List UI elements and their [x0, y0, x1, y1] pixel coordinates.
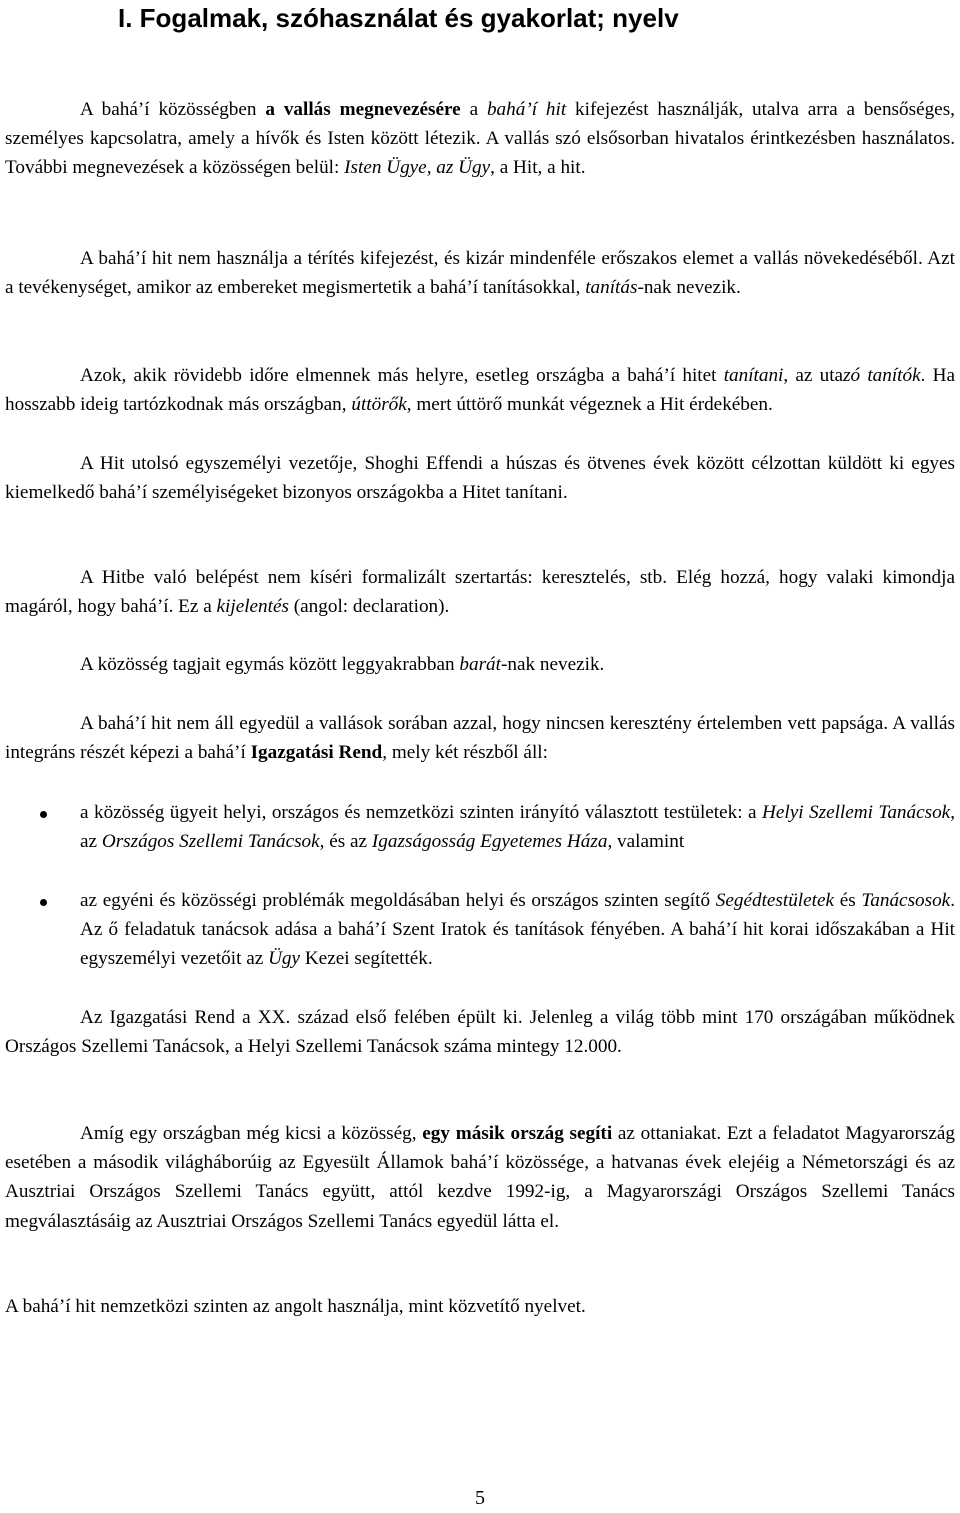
bold-text: Igazgatási Rend — [250, 742, 383, 764]
text: és — [834, 890, 862, 911]
list-item-text — [80, 798, 955, 856]
text: , a Hit, a hit. — [490, 157, 586, 179]
italic-text: Országos Szellemi Tanácsok — [101, 831, 320, 853]
text: , és az — [319, 831, 372, 853]
italic-text: úttörők — [351, 394, 407, 416]
italic-text: barát — [459, 654, 501, 675]
italic-text: zó tanítók — [843, 365, 921, 386]
text: A bahá’í közösségben — [80, 99, 266, 120]
bold-text: egy másik ország segíti — [422, 1123, 613, 1144]
text: a közösség ügyeit helyi, országos és nemzetközi szinten irányító választott testületek: a — [80, 802, 762, 823]
text: , az — [80, 802, 955, 853]
text: Kezei segítették. — [300, 948, 433, 970]
paragraph-friend — [5, 650, 955, 679]
italic-text: Isten Ügye, az Ügy — [344, 157, 491, 179]
bullet-icon — [40, 899, 47, 906]
italic-text: kijelentés — [216, 596, 289, 618]
italic-text: Tanácsosok — [861, 890, 951, 911]
list-item — [5, 886, 955, 974]
italic-text: Ügy — [268, 948, 301, 970]
text: A bahá’í hit nem áll egyedül a vallások sorában azzal, hogy nincsen keresztény értelemben vett papsága. A vallás integráns részét képezi a bahá’í — [5, 713, 955, 764]
text: az egyéni és közösségi problémák megoldásában helyi és országos szinten segítő — [80, 890, 716, 911]
text: az ottaniakat. Ezt a feladatot Magyarország esetében a második világháborúig az Egyesült Államok bahá’í közössége, a hatvanas évek elejéig a Németországi és az Ausztriai Országos Szellemi Tanács együtt, attól kezdve 1992-ig, a Magyarországi Országos Szellemi Tanács megválasztásáig az Ausztriai Országos Szellemi Tanács egyedül látta el. — [5, 1123, 956, 1232]
text: A Hitbe való belépést nem kíséri formalizált szertartás: keresztelés, stb. Elég hozzá, hogy valaki kimondja magáról, hogy bahá’í. Ez a — [5, 567, 955, 618]
italic-text: Segédtestületek — [715, 890, 835, 911]
paragraph-declaration — [5, 563, 955, 621]
paragraph-traveling-teachers — [5, 361, 955, 419]
text: -nak nevezik. — [637, 277, 741, 299]
text: . Az ő feladatuk tanácsok adása a bahá’í Szent Iratok és tanítások fényében. A bahá’í hit korai időszakában a Hit egyszemélyi vezetőit az — [80, 890, 956, 970]
text: Azok, akik rövidebb időre elmennek más helyre, esetleg országba a bahá’í hitet — [80, 365, 724, 386]
text: Amíg egy országban még kicsi a közösség, — [80, 1123, 423, 1144]
paragraph-support-country — [5, 1119, 955, 1236]
paragraph-administrative-history: Az Igazgatási Rend a XX. század első felében épült ki. Jelenleg a világ több mint 170 országában működnek Országos Szellemi Tanácsok, a Helyi Szellemi Tanácsok száma mintegy 12.000. — [5, 1007, 955, 1058]
list-item — [5, 798, 955, 856]
chapter-heading: I. Fogalmak, szóhasználat és gyakorlat; nyelv — [118, 3, 679, 33]
text: , valamint — [607, 831, 685, 853]
text: -nak nevezik. — [500, 654, 605, 675]
paragraph-language: A bahá’í hit nemzetközi szinten az angolt használja, mint közvetítő nyelvet. — [5, 1296, 586, 1317]
italic-text: tanítás — [585, 277, 638, 299]
text: . Ha hosszabb ideig tartózkodnak más országban, — [5, 365, 955, 416]
bullet-icon — [40, 811, 47, 818]
text: (angol: declaration). — [288, 596, 450, 618]
paragraph-religion-name — [5, 95, 955, 183]
text: , mely két részből áll: — [382, 742, 548, 764]
text: , mert úttörő munkát végeznek a Hit érdekében. — [406, 394, 773, 416]
italic-text: bahá’í hit — [486, 99, 567, 120]
text: , az uta — [783, 365, 844, 386]
italic-text: Igazságosság Egyetemes Háza — [371, 831, 608, 853]
text: a — [460, 99, 487, 120]
text: A közösség tagjait egymás között leggyakrabban — [80, 654, 460, 675]
text: A bahá’í hit nem használja a térítés kifejezést, és kizár mindenféle erőszakos elemet a vallás növekedéséből. Azt a tevékenységet, amikor az embereket megismertetik a bahá’í tanításokkal, — [5, 248, 955, 299]
italic-text: Helyi Szellemi Tanácsok — [762, 802, 951, 823]
paragraph-shoghi-effendi: A Hit utolsó egyszemélyi vezetője, Shoghi Effendi a húszas és ötvenes évek között célzottan küldött ki egyes kiemelkedő bahá’í személyiségeket bizonyos országokba a Hitet tanítani. — [5, 453, 955, 504]
list-item-text — [80, 886, 955, 974]
bold-text: a vallás megnevezésére — [265, 99, 461, 120]
text: kifejezést használják, utalva arra a bensőséges, személyes kapcsolatra, amely a hívők és Isten között létezik. A vallás szó elsősorban hivatalos érintkezésben használatos. További megnevezések a közösségen belül: — [5, 99, 955, 179]
paragraph-teaching — [5, 244, 955, 302]
paragraph-administrative-order — [5, 709, 955, 767]
page-number: 5 — [475, 1487, 485, 1509]
italic-text: tanítani — [723, 365, 784, 386]
